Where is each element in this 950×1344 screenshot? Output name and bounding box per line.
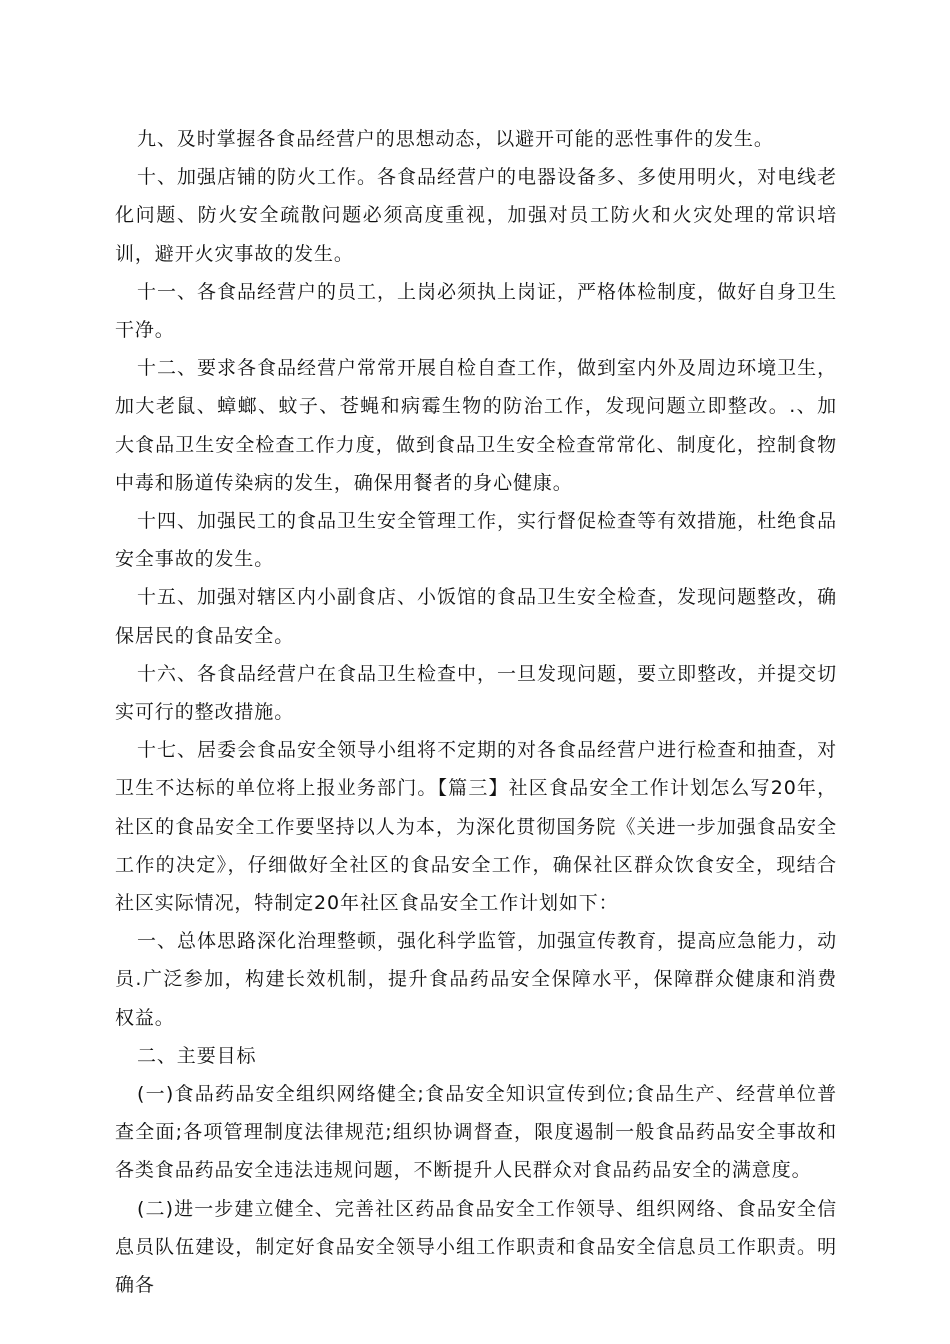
goal-item-1: (一)食品药品安全组织网络健全;食品安全知识宣传到位;食品生产、经营单位普查全面;各项管理制度法律规范;组织协调督查，限度遏制一般食品药品安全事故和各类食品药品安全违法违规问题，不断提升人民群众对食品药品安全的满意度。 [115,1083,837,1182]
goal-item-2: (二)进一步建立健全、完善社区药品食品安全工作领导、组织网络、食品安全信息员队伍建设，制定好食品安全领导小组工作职责和食品安全信息员工作职责。明确各 [115,1197,837,1297]
paragraph-item-12: 十二、要求各食品经营户常常开展自检自查工作，做到室内外及周边环境卫生，加大老鼠、蟑螂、蚊子、苍蝇和病霉生物的防治工作，发现问题立即整改。.、加大食品卫生安全检查工作力度，做到食品卫生安全检查常常化、制度化，控制食物中毒和肠道传染病的发生，确保用餐者的身心健康。 [115,357,837,494]
paragraph-item-16: 十六、各食品经营户在食品卫生检查中，一旦发现问题，要立即整改，并提交切实可行的整改措施。 [115,662,837,724]
paragraph-item-9: 九、及时掌握各食品经营户的思想动态，以避开可能的恶性事件的发生。 [137,128,774,150]
section-heading-main-goals: 二、主要目标 [137,1044,257,1067]
paragraph-item-14: 十四、加强民工的食品卫生安全管理工作，实行督促检查等有效措施，杜绝食品安全事故的发生。 [115,510,837,571]
document-body [115,120,837,1304]
section-overall-approach: 一、总体思路深化治理整顿，强化科学监管，加强宣传教育，提高应急能力，动员.广泛参加，构建长效机制，提升食品药品安全保障水平，保障群众健康和消费权益。 [115,930,837,1029]
paragraph-item-15: 十五、加强对辖区内小副食店、小饭馆的食品卫生安全检查，发现问题整改，确保居民的食品安全。 [115,586,837,647]
paragraph-item-11: 十一、各食品经营户的员工，上岗必须执上岗证，严格体检制度，做好自身卫生干净。 [115,280,837,342]
paragraph-item-10: 十、加强店铺的防火工作。各食品经营户的电器设备多、多使用明火，对电线老化问题、防火安全疏散问题必须高度重视，加强对员工防火和火灾处理的常识培训，避开火灾事故的发生。 [115,166,837,265]
paragraph-item-17: 十七、居委会食品安全领导小组将不定期的对各食品经营户进行检查和抽查，对卫生不达标的单位将上报业务部门。【篇三】社区食品安全工作计划怎么写20年，社区的食品安全工作要坚持以人为本，为深化贯彻国务院《关进一步加强食品安全工作的决定》，仔细做好全社区的食品安全工作，确保社区群众饮食安全，现结合社区实际情况，特制定20年社区食品安全工作计划如下： [115,739,837,915]
